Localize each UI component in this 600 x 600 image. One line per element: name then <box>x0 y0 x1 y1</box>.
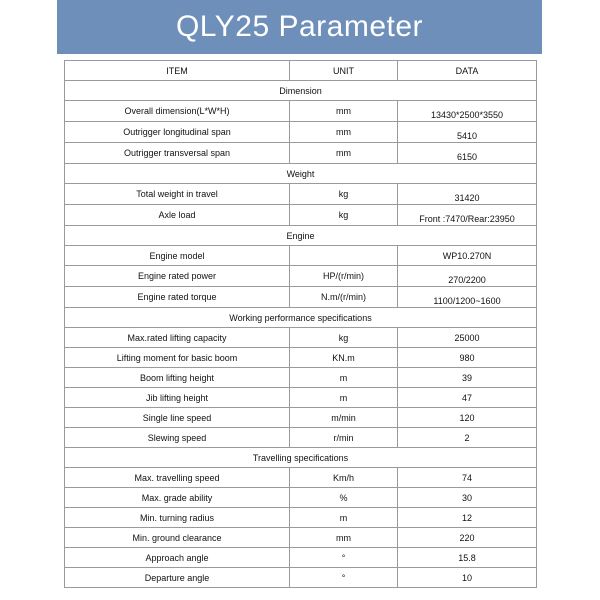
header-unit: UNIT <box>290 61 398 81</box>
row-data: 1100/1200~1600 <box>398 287 537 308</box>
table-row <box>65 287 537 308</box>
row-data: 2 <box>398 428 537 448</box>
row-unit <box>290 246 398 266</box>
row-item: Total weight in travel <box>65 184 290 205</box>
header-item: ITEM <box>65 61 290 81</box>
table-row <box>65 548 537 568</box>
section-weight: Weight <box>65 164 537 184</box>
row-unit: ° <box>290 568 398 588</box>
section-dimension: Dimension <box>65 81 537 101</box>
row-item: Slewing speed <box>65 428 290 448</box>
row-data: 6150 <box>398 143 537 164</box>
row-item: Max. travelling speed <box>65 468 290 488</box>
row-data: 12 <box>398 508 537 528</box>
table-row <box>65 408 537 428</box>
row-item: Departure angle <box>65 568 290 588</box>
row-unit: r/min <box>290 428 398 448</box>
row-data: 74 <box>398 468 537 488</box>
table-row <box>65 205 537 226</box>
row-data: 220 <box>398 528 537 548</box>
table-row <box>65 468 537 488</box>
row-item: Max.rated lifting capacity <box>65 328 290 348</box>
row-item: Outrigger longitudinal span <box>65 122 290 143</box>
row-unit: % <box>290 488 398 508</box>
row-item: Lifting moment for basic boom <box>65 348 290 368</box>
table-row <box>65 508 537 528</box>
table-row <box>65 388 537 408</box>
section-engine: Engine <box>65 226 537 246</box>
row-item: Overall dimension(L*W*H) <box>65 101 290 122</box>
row-item: Boom lifting height <box>65 368 290 388</box>
row-item: Engine rated power <box>65 266 290 287</box>
row-data: Front :7470/Rear:23950 <box>398 205 537 226</box>
table-row <box>65 122 537 143</box>
section-row <box>65 448 537 468</box>
section-row <box>65 81 537 101</box>
row-data: 270/2200 <box>398 266 537 287</box>
row-item: Min. turning radius <box>65 508 290 528</box>
section-working: Working performance specifications <box>65 308 537 328</box>
row-data: 39 <box>398 368 537 388</box>
table-header-row <box>65 61 537 81</box>
table-row <box>65 143 537 164</box>
row-unit: HP/(r/min) <box>290 266 398 287</box>
table-row <box>65 428 537 448</box>
row-data: 10 <box>398 568 537 588</box>
section-row <box>65 308 537 328</box>
header-data: DATA <box>398 61 537 81</box>
table-row <box>65 266 537 287</box>
table-row <box>65 348 537 368</box>
row-data: 15.8 <box>398 548 537 568</box>
row-unit: mm <box>290 528 398 548</box>
page-title: QLY25 Parameter <box>175 10 424 43</box>
table-row <box>65 488 537 508</box>
row-item: Jib lifting height <box>65 388 290 408</box>
row-item: Max. grade ability <box>65 488 290 508</box>
row-unit: kg <box>290 205 398 226</box>
row-unit: mm <box>290 143 398 164</box>
row-unit: m <box>290 508 398 528</box>
table-row <box>65 328 537 348</box>
table-row <box>65 528 537 548</box>
row-item: Axle load <box>65 205 290 226</box>
row-data: 980 <box>398 348 537 368</box>
row-unit: m/min <box>290 408 398 428</box>
row-data: 13430*2500*3550 <box>398 101 537 122</box>
row-data: 30 <box>398 488 537 508</box>
row-data: 47 <box>398 388 537 408</box>
table-row <box>65 568 537 588</box>
parameter-sheet <box>64 60 536 588</box>
row-data: 31420 <box>398 184 537 205</box>
section-travelling: Travelling specifications <box>65 448 537 468</box>
row-data: 120 <box>398 408 537 428</box>
row-unit: Km/h <box>290 468 398 488</box>
section-row <box>65 164 537 184</box>
row-unit: mm <box>290 122 398 143</box>
page-title-banner <box>57 0 542 54</box>
row-item: Min. ground clearance <box>65 528 290 548</box>
row-unit: kg <box>290 184 398 205</box>
row-unit: kg <box>290 328 398 348</box>
row-unit: mm <box>290 101 398 122</box>
table-row <box>65 246 537 266</box>
table-row <box>65 101 537 122</box>
row-item: Single line speed <box>65 408 290 428</box>
row-unit: N.m/(r/min) <box>290 287 398 308</box>
row-item: Engine model <box>65 246 290 266</box>
row-item: Approach angle <box>65 548 290 568</box>
table-row <box>65 368 537 388</box>
row-unit: m <box>290 388 398 408</box>
row-unit: ° <box>290 548 398 568</box>
row-item: Engine rated torque <box>65 287 290 308</box>
row-data: 25000 <box>398 328 537 348</box>
section-row <box>65 226 537 246</box>
row-data: WP10.270N <box>398 246 537 266</box>
table-row <box>65 184 537 205</box>
row-data: 5410 <box>398 122 537 143</box>
row-unit: m <box>290 368 398 388</box>
row-item: Outrigger transversal span <box>65 143 290 164</box>
row-unit: KN.m <box>290 348 398 368</box>
parameter-table <box>64 60 537 588</box>
